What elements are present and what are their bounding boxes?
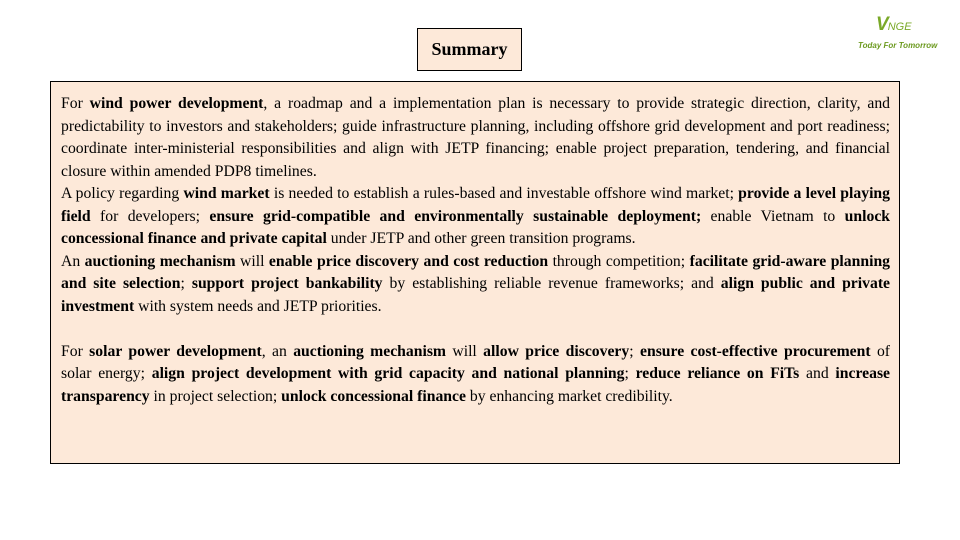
summary-text-box <box>50 81 900 464</box>
bold-phrase: auctioning mechanism <box>84 252 236 270</box>
bold-phrase: provide a level playing field <box>61 185 890 225</box>
text-run: A policy regarding <box>61 185 184 202</box>
text-run: For <box>61 342 90 360</box>
paragraph-wind-market <box>61 183 890 251</box>
bold-phrase: unlock concessional finance <box>281 387 466 405</box>
paragraph-wind-roadmap <box>61 93 890 183</box>
bold-phrase: support project bankability <box>191 275 383 292</box>
text-run: by establishing reliable revenue frameworks; and <box>382 275 721 292</box>
bold-phrase: unlock concessional finance and private capital <box>61 207 891 247</box>
bold-phrase: align public and private investment <box>61 275 891 315</box>
slide-title <box>417 28 522 71</box>
vnge-logo <box>852 14 944 56</box>
text-run: through competition; <box>548 252 690 270</box>
text-run: by enhancing market credibility. <box>465 387 673 405</box>
bold-phrase: align project development with grid capacity and national planning <box>151 365 625 382</box>
bold-phrase: enable price discovery and cost reduction <box>268 252 549 270</box>
bold-phrase: wind market <box>183 185 270 202</box>
text-run: in project selection; <box>149 387 282 405</box>
bold-phrase: wind power development <box>89 95 264 112</box>
bold-phrase: facilitate grid-aware planning and site selection <box>61 252 891 292</box>
bold-phrase: increase transparency <box>61 365 891 405</box>
text-run: ; <box>629 342 640 360</box>
text-run: An <box>61 252 85 270</box>
text-run: of solar energy; <box>61 342 891 382</box>
bold-phrase: allow price discovery <box>483 342 630 360</box>
text-run: for developers; <box>90 207 210 225</box>
text-run: enable Vietnam to <box>701 207 845 225</box>
text-run: with system needs and JETP priorities. <box>134 297 382 315</box>
text-run: For <box>61 95 90 112</box>
bold-phrase: auctioning mechanism <box>293 342 446 360</box>
text-run: ; <box>180 275 192 292</box>
text-run: ; <box>624 365 636 382</box>
bold-phrase: reduce reliance on FiTs <box>635 365 800 382</box>
text-run: and <box>799 365 836 382</box>
text-run: under JETP and other green transition programs. <box>326 230 636 247</box>
bold-phrase: ensure grid-compatible and environmentally sustainable deployment; <box>209 207 702 225</box>
paragraph-solar <box>61 341 890 409</box>
text-run: will <box>235 252 269 270</box>
text-run: , an <box>261 342 294 360</box>
text-run: will <box>446 342 484 360</box>
logo-mark: VNGE <box>876 14 912 35</box>
text-run: , a roadmap and a implementation plan is necessary to provide strategic direction, clarity, and predictability to investors and stakeholders; guide infrastructure planning, including offshore grid development and port readiness; coordinate inter-ministerial responsibilities and align with JETP financing; enable project preparation, tendering, and financial closure within amended PDP8 timelines. <box>61 95 891 180</box>
bold-phrase: solar power development <box>89 342 262 360</box>
text-run: is needed to establish a rules-based and investable offshore wind market; <box>269 185 739 202</box>
paragraph-wind-auction <box>61 251 890 319</box>
logo-tagline: Today For Tomorrow <box>858 41 938 50</box>
slide-title-text: Summary <box>431 39 508 59</box>
bold-phrase: ensure cost-effective procurement <box>640 342 871 360</box>
